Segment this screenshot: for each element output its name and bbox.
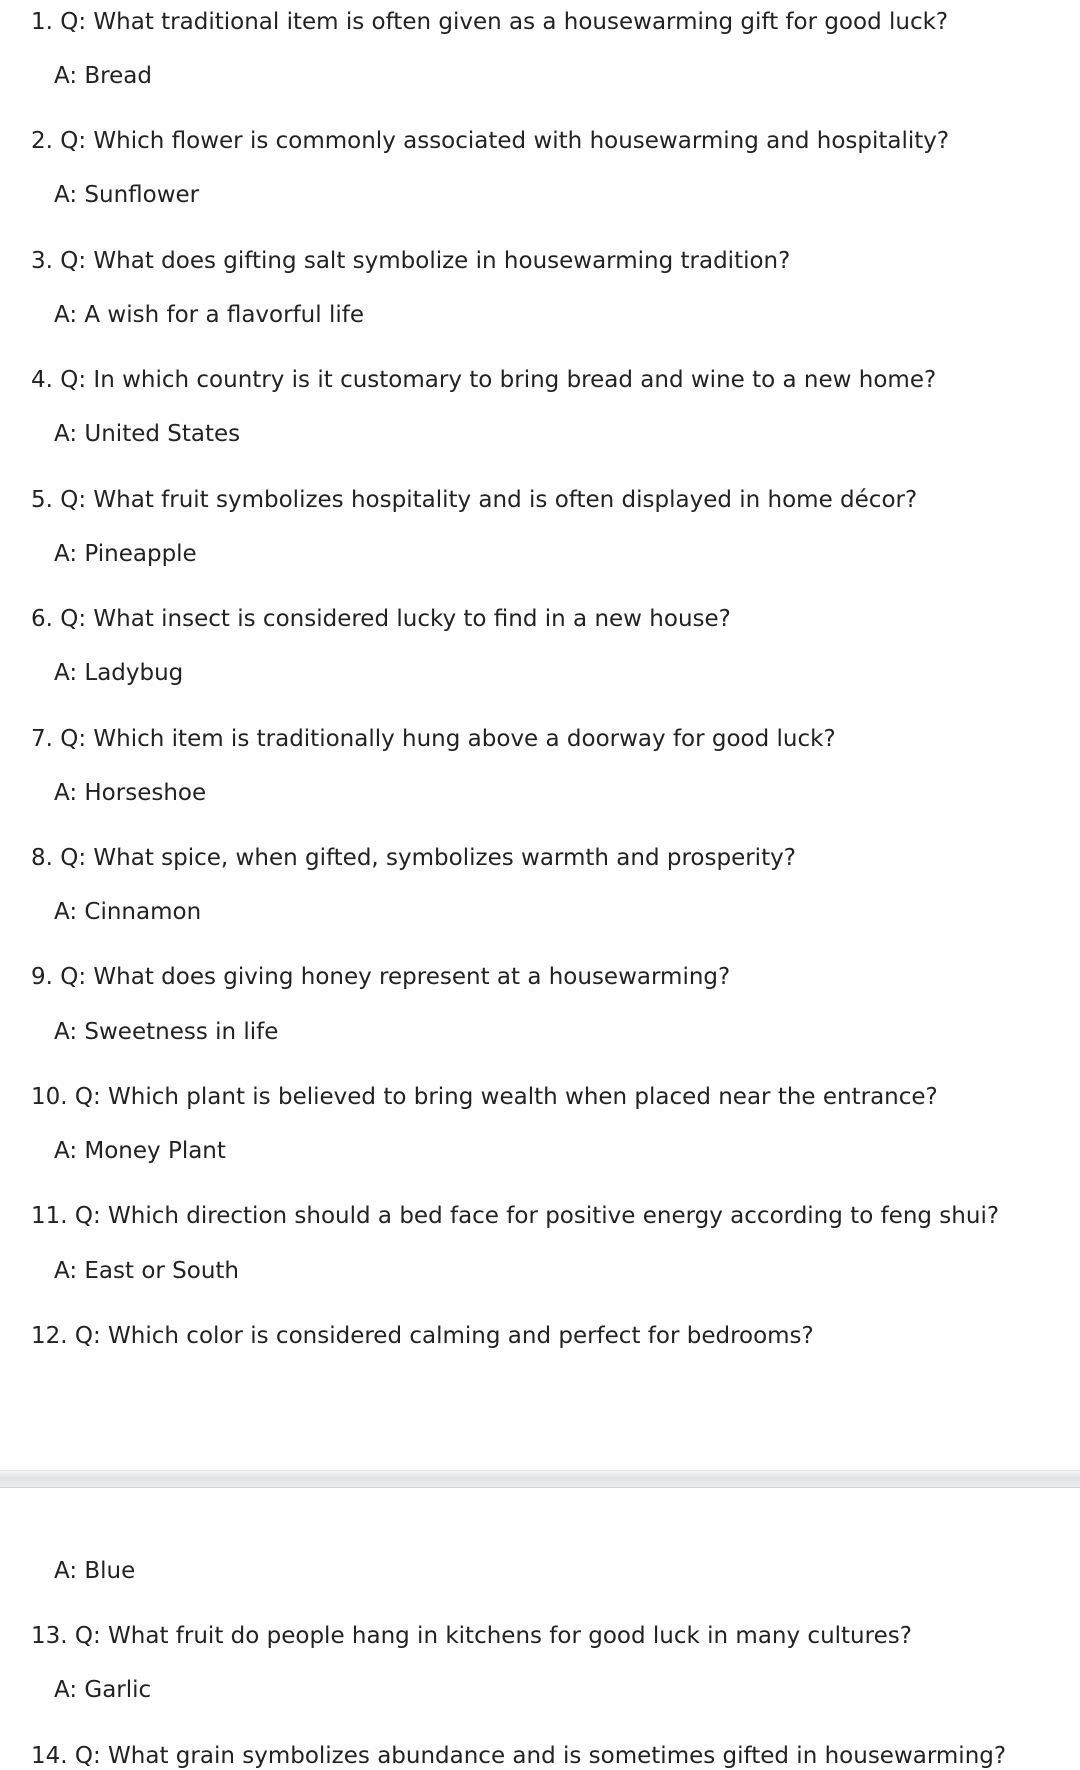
question-5: 5. Q: What fruit symbolizes hospitality and is often displayed in home décor? xyxy=(31,487,918,513)
answer-11: A: East or South xyxy=(54,1258,240,1284)
question-4: 4. Q: In which country is it customary to bring bread and wine to a new home? xyxy=(31,367,937,393)
question-13: 13. Q: What fruit do people hang in kitchens for good luck in many cultures? xyxy=(31,1623,912,1649)
answer-2: A: Sunflower xyxy=(54,182,200,208)
question-1: 1. Q: What traditional item is often given as a housewarming gift for good luck? xyxy=(31,9,949,35)
answer-6: A: Ladybug xyxy=(54,660,184,686)
answer-13: A: Garlic xyxy=(54,1677,152,1703)
answer-5: A: Pineapple xyxy=(54,541,197,567)
question-14: 14. Q: What grain symbolizes abundance and is sometimes gifted in housewarming? xyxy=(31,1743,1007,1769)
answer-7: A: Horseshoe xyxy=(54,780,207,806)
page-separator xyxy=(0,1470,1080,1488)
question-3: 3. Q: What does gifting salt symbolize in housewarming tradition? xyxy=(31,248,791,274)
answer-9: A: Sweetness in life xyxy=(54,1019,279,1045)
question-10: 10. Q: Which plant is believed to bring wealth when placed near the entrance? xyxy=(31,1084,938,1110)
question-11: 11. Q: Which direction should a bed face for positive energy according to feng shui? xyxy=(31,1203,1000,1229)
answer-1: A: Bread xyxy=(54,63,152,89)
question-6: 6. Q: What insect is considered lucky to find in a new house? xyxy=(31,606,731,632)
answer-8: A: Cinnamon xyxy=(54,899,202,925)
answer-4: A: United States xyxy=(54,421,241,447)
answer-10: A: Money Plant xyxy=(54,1138,226,1164)
question-9: 9. Q: What does giving honey represent at a housewarming? xyxy=(31,964,731,990)
question-12: 12. Q: Which color is considered calming and perfect for bedrooms? xyxy=(31,1323,814,1349)
question-2: 2. Q: Which flower is commonly associated with housewarming and hospitality? xyxy=(31,128,950,154)
question-7: 7. Q: Which item is traditionally hung above a doorway for good luck? xyxy=(31,726,836,752)
question-8: 8. Q: What spice, when gifted, symbolizes warmth and prosperity? xyxy=(31,845,796,871)
answer-12: A: Blue xyxy=(54,1558,136,1584)
answer-3: A: A wish for a flavorful life xyxy=(54,302,364,328)
